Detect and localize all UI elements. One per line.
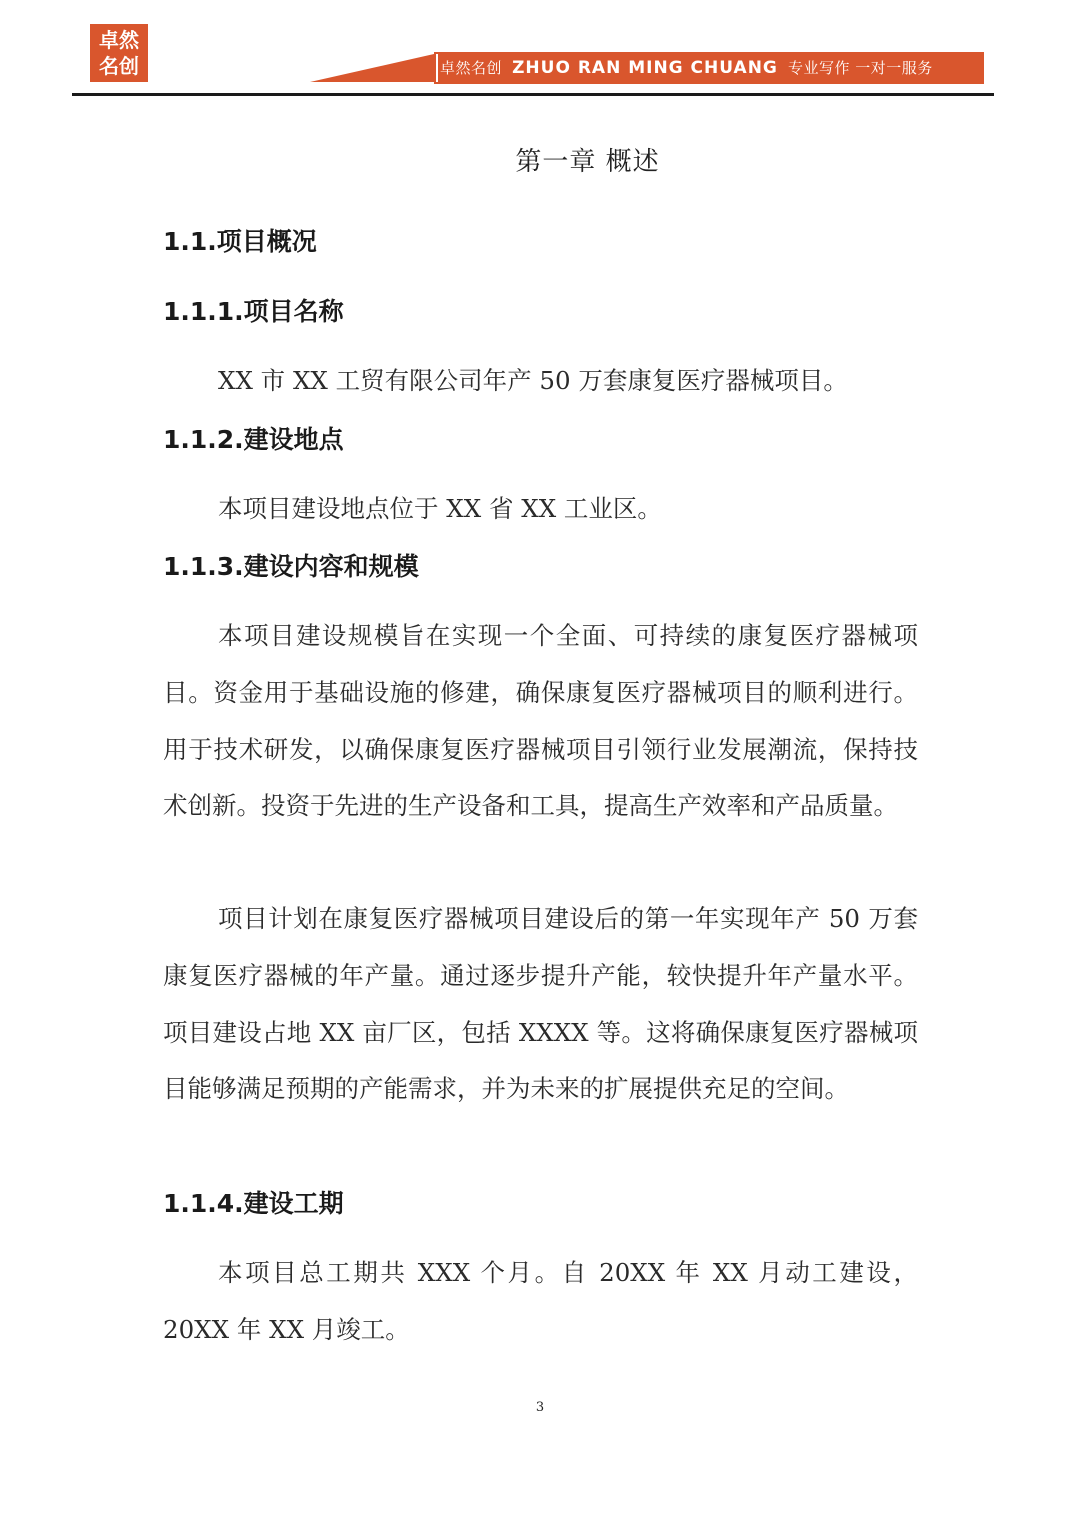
banner-en-name: ZHUO RAN MING CHUANG (512, 58, 778, 78)
banner-slogan: 专业写作 一对一服务 (787, 59, 933, 77)
location-paragraph: 本项目建设地点位于 XX 省 XX 工业区。 (218, 494, 662, 523)
heading-1-1-1: 1.1.1.项目名称 (163, 297, 344, 326)
heading-1-1: 1.1.项目概况 (163, 227, 317, 256)
banner-wedge (310, 54, 434, 82)
page-number: 3 (535, 1400, 545, 1415)
banner-cn-name: 卓然名创 (440, 59, 503, 77)
chapter-title: 第一章 概述 (515, 147, 660, 177)
page-header (0, 0, 1080, 100)
brand-logo (90, 24, 148, 82)
schedule-paragraph: 本项目总工期共 XXX 个月。自 20XX 年 XX 月动工建设，20XX 年 XX 月竣工。 (163, 1258, 918, 1344)
heading-1-1-4: 1.1.4.建设工期 (163, 1189, 344, 1218)
heading-1-1-3: 1.1.3.建设内容和规模 (163, 552, 419, 581)
banner-text (440, 54, 980, 82)
scale-paragraph-2: 项目计划在康复医疗器械项目建设后的第一年实现年产 50 万套康复医疗器械的年产量。通过逐步提升产能，较快提升年产量水平。项目建设占地 XX 亩厂区，包括 XXXX 等。这将确保康复医疗器械项目能够满足预期的产能需求，并为未来的扩展提供充足的空间。 (163, 904, 918, 1104)
logo-line-2: 名创 (99, 54, 139, 78)
scale-paragraph-1: 本项目建设规模旨在实现一个全面、可持续的康复医疗器械项目。资金用于基础设施的修建，确保康复医疗器械项目的顺利进行。用于技术研发，以确保康复医疗器械项目引领行业发展潮流，保持技术创新。投资于先进的生产设备和工具，提高生产效率和产品质量。 (163, 621, 918, 821)
project-name-paragraph: XX 市 XX 工贸有限公司年产 50 万套康复医疗器械项目。 (218, 366, 848, 395)
logo-line-1: 卓然 (99, 28, 139, 52)
heading-1-1-2: 1.1.2.建设地点 (163, 425, 344, 454)
header-rule (72, 93, 994, 96)
